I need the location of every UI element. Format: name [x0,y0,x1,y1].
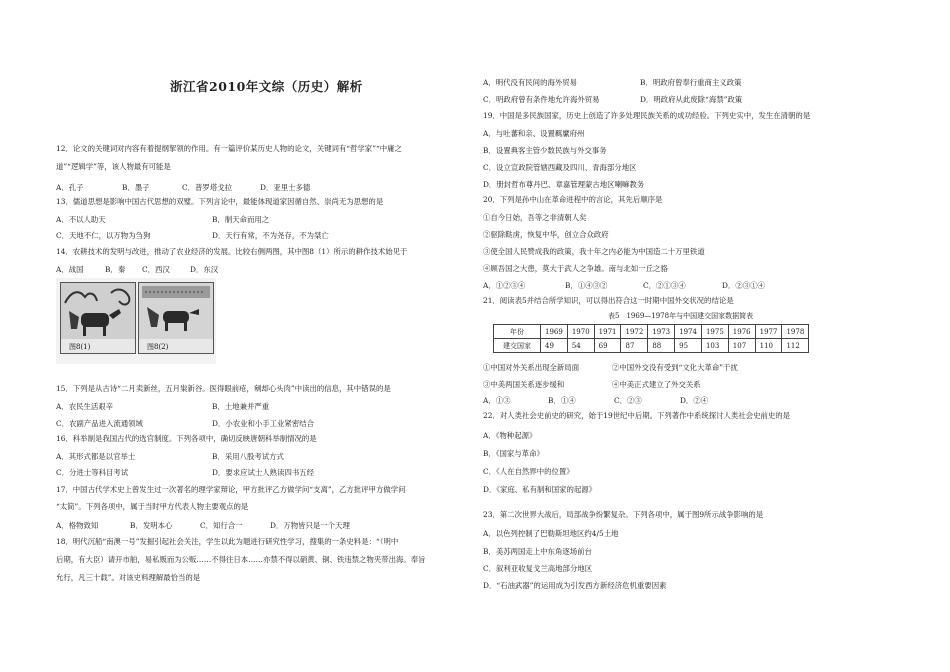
q21-option-c: C．②③ [614,396,642,405]
table-cell-count: 110 [755,339,782,353]
q23-option-c: C．叙利亚收复戈兰高地部分地区 [483,564,593,573]
table-header-countries: 建交国家 [494,339,541,353]
q20-statement-3: ③使全国人民赞成我的政策，我十年之内必能为中国造二十万里铁道 [483,247,705,256]
table-cell-year: 1976 [728,325,755,339]
q17-stem-line1: 17．中国古代学术史上曾发生过一次著名的理学家辩论，甲方批评乙方做学问“支离”，乙方批评甲方做学问 [56,485,406,494]
q19-option-a: A．与吐蕃和亲、设置羁縻府州 [483,129,585,138]
q15-option-d: D．小农业和小手工业紧密结合 [212,419,315,428]
q21-option-d: D．②④ [680,396,709,405]
q13-option-d: D．天行有常，不为尧存，不为桀亡 [212,231,329,240]
q23-stem: 23．第二次世界大战后，局部战争纷繁复杂。下列各项中，属于图9所示战争影响的是 [483,510,764,519]
q20-statement-2: ②驱除鞑虏，恢复中华，创立合众政府 [483,230,609,239]
figure-8-2-caption: 图8(2) [147,343,169,351]
q23-option-d: D．“石油武器”的运用成为引发西方新经济危机重要因素 [483,581,667,590]
table-cell-count: 88 [648,339,675,353]
q22-option-d: D．《家庭、私有制和国家的起源》 [483,485,597,494]
q18-option-a: A．明代没有民间的海外贸易 [483,78,578,87]
q20-option-b: B．①④③② [565,281,608,290]
table-cell-count: 87 [621,339,648,353]
table-row-years [494,325,809,339]
q16-option-d: D．要求应试士人熟读四书五经 [212,468,315,477]
q14-stem: 14．农耕技术的发明与改进，推动了农业经济的发展。比较右侧两图，其中图8（1）所示的耕作技术始见于 [56,247,408,256]
q16-option-b: B．采用八股考试方式 [212,452,284,461]
q20-stem: 20．下列是孙中山在革命进程中的言论，其先后顺序是 [483,195,663,204]
q21-statement-3: ③中美两国关系逐步缓和 [483,380,565,389]
q12-option-b: B．墨子 [122,183,150,192]
q17-option-d: D．万物皆只是一个天理 [270,521,350,530]
table-cell-year: 1975 [701,325,728,339]
q22-option-a: A．《物种起源》 [483,431,537,440]
q16-option-a: A．其形式都是以官举士 [56,452,136,461]
table-row-counts [494,339,809,353]
q22-option-b: B．《国家与革命》 [483,449,544,458]
q12-option-d: D．亚里士多德 [260,183,311,192]
q17-option-b: B．发明本心 [130,521,173,530]
figure-8-rubbings [56,278,216,364]
table-cell-count: 107 [728,339,755,353]
q15-stem: 15．下列是从古诗“二月卖新丝，五月粜新谷。医得眼前疮，剜却心头肉”中读出的信息，其中错误的是 [56,384,391,393]
table-cell-count: 49 [541,339,568,353]
page-title: 浙江省2010年文综（历史）解析 [170,79,363,94]
q14-option-c: C．西汉 [142,265,170,274]
q12-option-c: C．普罗塔戈拉 [182,183,232,192]
q14-option-d: D．东汉 [190,265,219,274]
q21-statement-2: ②中国外交没有受到“文化大革命”干扰 [612,363,738,372]
q21-option-a: A．①③ [483,396,511,405]
table-cell-year: 1972 [621,325,648,339]
table-5-caption: 表5 1969—1978年与中国建交国家数据简表 [608,312,754,320]
table-cell-year: 1969 [541,325,568,339]
table-cell-count: 112 [782,339,809,353]
q20-statement-1: ①自今日始，吾等之非清朝人矣 [483,213,587,222]
table-cell-year: 1974 [675,325,702,339]
q21-option-b: B．①④ [548,396,576,405]
q19-stem: 19．中国是多民族国家，历史上创造了许多处理民族关系的成功经验。下列史实中，发生在清朝的是 [483,111,811,120]
table-header-year: 年份 [494,325,541,339]
table-cell-year: 1970 [567,325,594,339]
q14-option-a: A．战国 [56,265,84,274]
q23-option-a: A．以色列控制了巴勒斯坦地区约4/5土地 [483,529,619,538]
q12-stem-line2: 道”“逻辑学”等，该人物最有可能是 [56,162,171,171]
q15-option-b: B．土地兼并严重 [212,402,270,411]
figure-8-1-ox-plowing-image [60,282,136,354]
table-cell-year: 1973 [648,325,675,339]
table-cell-count: 69 [594,339,621,353]
q20-option-d: D．②③①④ [722,281,765,290]
q21-statement-1: ①中国对外关系出现全新局面 [483,363,580,372]
q18-stem-line2: 后期，有大臣）请开市舶，易私贩而为公贩……不得往日本……亦禁不得以硝黄、铜、铁违禁之物夹带出海。奉旨 [56,555,426,564]
table-cell-count: 54 [567,339,594,353]
q18-option-c: C．明政府曾有条件地允许海外贸易 [483,95,600,104]
q19-option-c: C．设立宣政院管辖西藏及四川、青海部分地区 [483,163,637,172]
q12-option-a: A．孔子 [56,183,84,192]
q18-stem-line3: 允行，凡三十载”。对该史料理解最恰当的是 [56,573,201,582]
q22-option-c: C．《人在自然界中的位置》 [483,467,574,476]
table-cell-year: 1978 [782,325,809,339]
figure-8-2-ox-plowing-image [138,282,214,354]
q18-stem-line1: 18．明代沉船“南澳一号”发掘引起社会关注，学生以此为题进行研究性学习，搜集的一条史料是：“（明中 [56,537,399,546]
table-cell-count: 103 [701,339,728,353]
table-cell-count: 95 [675,339,702,353]
q19-option-b: B．设置典客主管少数民族与外交事务 [483,146,607,155]
q19-option-d: D．册封哲布尊丹巴、章嘉管理蒙古地区喇嘛教务 [483,180,645,189]
table-5-diplomatic-relations [493,324,809,353]
q23-option-b: B．美苏两国走上中东角逐场前台 [483,547,592,556]
q17-option-c: C．知行合一 [200,521,243,530]
q20-option-c: C．②①③④ [643,281,686,290]
q15-option-c: C．农副产品进入流通领域 [56,419,143,428]
q13-option-c: C．天地不仁，以万物为刍狗 [56,231,151,240]
q15-option-a: A．农民生活艰辛 [56,402,114,411]
q20-option-a: A．①②③④ [483,281,526,290]
q21-statement-4: ④中美正式建立了外交关系 [612,380,701,389]
q13-option-a: A．不以人助天 [56,215,106,224]
table-cell-year: 1971 [594,325,621,339]
q17-stem-line2: “太简”。下列各项中，属于当时甲方代表人物主要观点的是 [56,502,249,511]
q16-stem: 16．科举制是我国古代的选官制度。下列各项中，确切反映唐朝科举制情况的是 [56,434,317,443]
q18-option-d: D．明政府从此废除“海禁”政策 [640,95,743,104]
q14-option-b: B．秦 [105,265,126,274]
q22-stem: 22．对人类社会史前史的研究，始于19世纪中后期。下列著作中系统探讨人类社会史前史的是 [483,411,791,420]
table-cell-year: 1977 [755,325,782,339]
q16-option-c: C．分进士等科目考试 [56,468,129,477]
q18-option-b: B．明政府曾奉行重商主义政策 [640,78,742,87]
q21-stem: 21．阅读表5并结合所学知识，可以得出符合这一时期中国外交状况的结论是 [483,296,734,305]
q17-option-a: A．格物致知 [56,521,99,530]
q13-stem: 13．儒道思想是影响中国古代思想的双璧。下列言论中，最能体现道家因循自然、崇尚无为思想的是 [56,197,384,206]
q13-option-b: B．制天命而用之 [212,215,270,224]
q12-stem-line1: 12．论文的关键词对内容有着提纲挈领的作用。有一篇评价某历史人物的论文，关键词有“哲学家”“中庸之 [56,144,402,153]
q20-statement-4: ④顾吾国之大患，莫大于武人之争雄。南与北如一丘之貉 [483,264,668,273]
figure-8-1-caption: 图8(1) [69,343,91,351]
